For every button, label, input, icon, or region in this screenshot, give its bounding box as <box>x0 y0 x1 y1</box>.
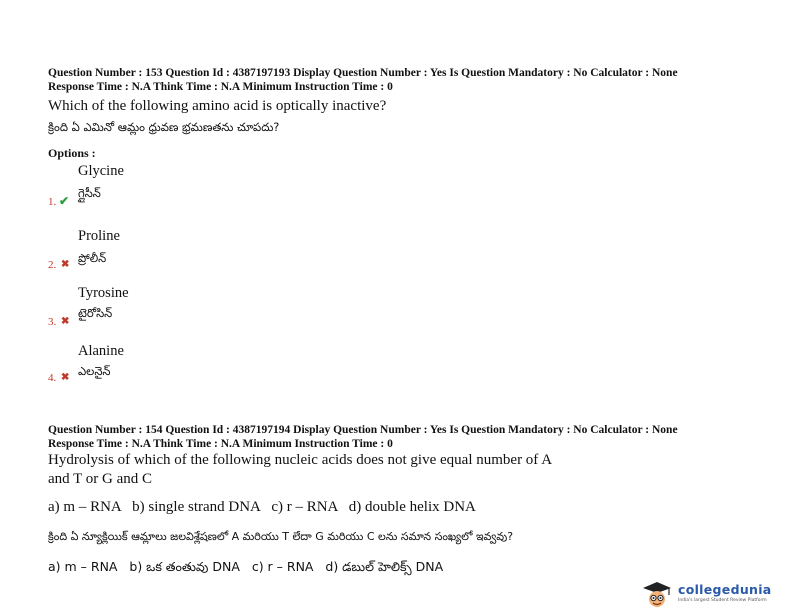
question-154-choices-en: a) m – RNA b) single strand DNA c) r – RNA d) double helix DNA <box>48 499 476 515</box>
correct-check-icon: ✔ <box>59 194 70 208</box>
question-154-timing: Response Time : N.A Think Time : N.A Minimum Instruction Time : 0 <box>48 438 393 450</box>
option-4-text-en: Alanine <box>78 343 124 359</box>
question-153-text-te: క్రింది ఏ ఎమినో ఆమ్లం ధ్రువణ భ్రమణతను చూపదు? <box>48 120 280 134</box>
question-154-text-en-line1: Hydrolysis of which of the following nucleic acids does not give equal number of A <box>48 452 553 468</box>
option-3-number: 3. <box>48 316 57 328</box>
option-1-text-en: Glycine <box>78 163 124 179</box>
option-2-text-en: Proline <box>78 228 120 244</box>
option-4-number: 4. <box>48 372 57 384</box>
question-154-meta: Question Number : 154 Question Id : 4387197194 Display Question Number : Yes Is Question Mandatory : No Calculator : None <box>48 424 678 436</box>
option-2-number: 2. <box>48 259 57 271</box>
logo-tagline: India's largest Student Review Platform <box>678 598 767 603</box>
option-1-number: 1. <box>48 196 57 208</box>
question-154-choices-te: a) m – RNA b) ఒక తంతువు DNA c) r – RNA d) డబుల్ హెలిక్స్ DNA <box>48 559 444 574</box>
question-153-meta: Question Number : 153 Question Id : 4387197193 Display Question Number : Yes Is Question Mandatory : No Calculator : None <box>48 67 678 79</box>
option-3-text-te: టైరోసిన్ <box>78 306 113 320</box>
option-1-text-te: గ్లైసీన్ <box>78 186 101 200</box>
option-2-text-te: ప్రోలీన్ <box>78 251 107 265</box>
logo-wordmark: collegedunia <box>678 582 772 597</box>
option-3-text-en: Tyrosine <box>78 285 129 301</box>
incorrect-cross-icon: ✖ <box>61 316 70 327</box>
incorrect-cross-icon: ✖ <box>61 259 70 270</box>
question-153-text-en: Which of the following amino acid is optically inactive? <box>48 98 387 114</box>
option-4-text-te: ఎలనైన్ <box>78 364 111 378</box>
question-153-timing: Response Time : N.A Think Time : N.A Minimum Instruction Time : 0 <box>48 81 393 93</box>
question-154-text-te: క్రింది ఏ న్యూక్లియిక్ ఆమ్లాలు జలవిశ్లేషణలో A మరియు T లేదా G మరియు C లను సమాన సంఖ్యలో ఇవ్వవు? <box>48 530 514 543</box>
options-label: Options : <box>48 146 96 160</box>
incorrect-cross-icon: ✖ <box>61 372 70 383</box>
graduate-mascot-icon <box>640 580 674 608</box>
question-154-text-en-line2: and T or G and C <box>48 471 153 487</box>
collegedunia-logo <box>640 580 790 608</box>
